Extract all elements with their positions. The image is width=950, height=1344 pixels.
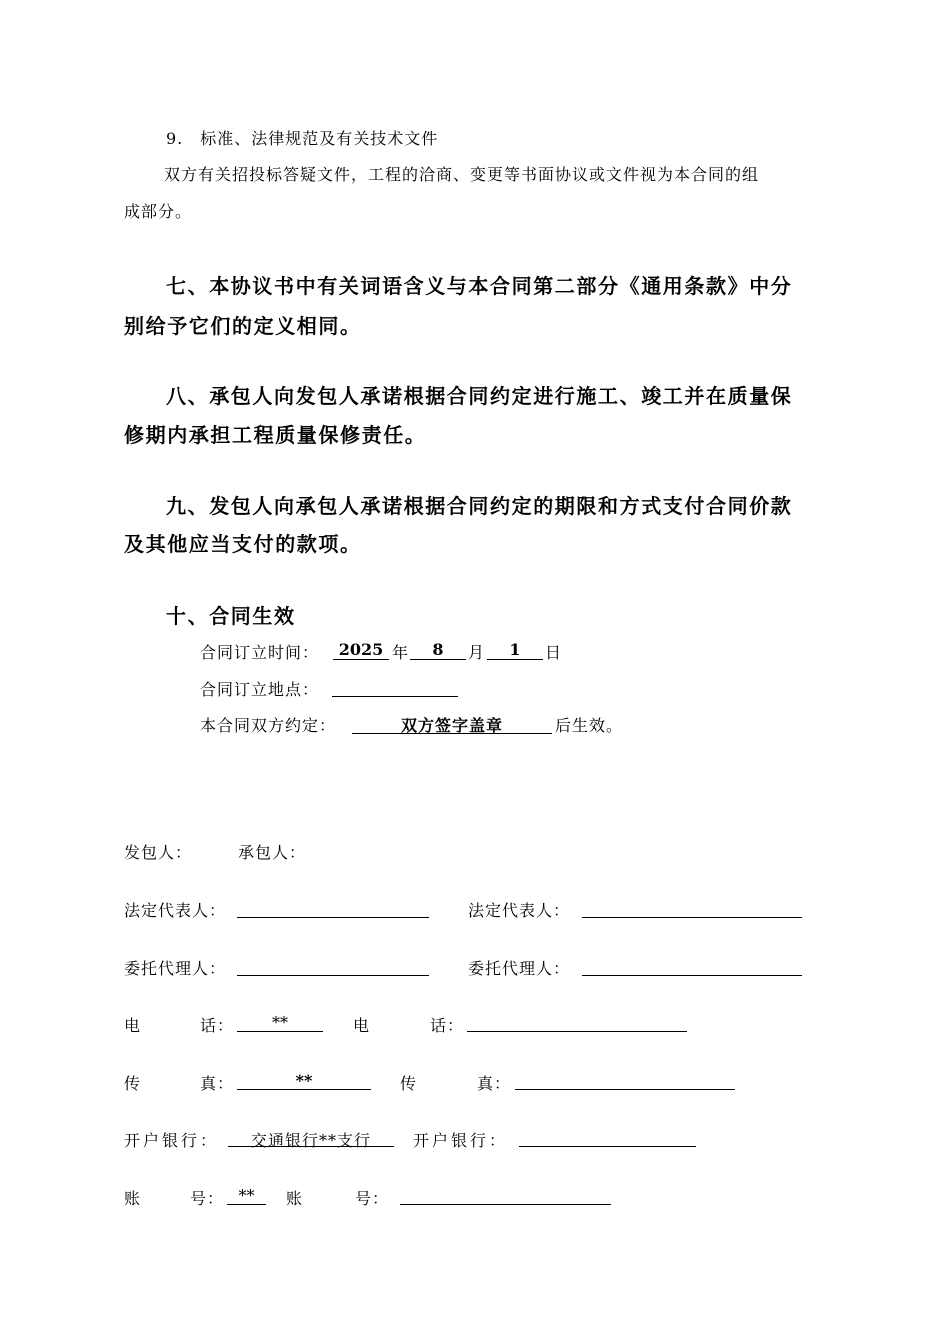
account-underline [400, 1204, 611, 1205]
section-8-line: 修期内承担工程质量保修责任。 [124, 423, 427, 447]
agree-suffix: 后生效。 [555, 716, 624, 735]
phone-underline [467, 1031, 687, 1032]
paragraph-line: 双方有关招投标答疑文件，工程的洽商、变更等书面协议或文件视为本合同的组 [164, 165, 760, 184]
agent-underline [582, 975, 802, 976]
phone-value: ** [272, 1013, 288, 1032]
account-value: ** [238, 1186, 255, 1205]
month-unit: 月 [468, 643, 486, 662]
fax-value: ** [295, 1071, 313, 1090]
year-value: 2025 [338, 640, 384, 659]
account-label: 账 [286, 1189, 304, 1208]
fax-label: 真： [477, 1074, 512, 1093]
legal-rep-label: 法定代表人： [124, 901, 227, 920]
legal-rep-label: 法定代表人： [468, 901, 571, 920]
account-label: 账 [124, 1189, 142, 1208]
bank-label: 开户银行： [413, 1131, 509, 1150]
day-underline [487, 659, 543, 660]
bank-label: 开户银行： [124, 1131, 220, 1150]
month-value: 8 [432, 640, 444, 659]
year-unit: 年 [392, 643, 410, 662]
list-item-9: 9. 标准、法律规范及有关技术文件 [166, 129, 439, 148]
phone-label: 电 [353, 1016, 371, 1035]
account-underline [227, 1204, 266, 1205]
agree-value: 双方签字盖章 [400, 716, 503, 735]
section-9-line: 及其他应当支付的款项。 [124, 532, 362, 556]
account-label: 号： [190, 1189, 225, 1208]
fax-underline [515, 1089, 735, 1090]
place-underline [332, 696, 458, 697]
paragraph-line: 成部分。 [124, 202, 193, 221]
section-9-line: 九、发包人向承包人承诺根据合同约定的期限和方式支付合同价款 [166, 494, 793, 518]
phone-underline [237, 1031, 323, 1032]
agree-underline [352, 733, 552, 734]
legal-rep-underline [237, 917, 429, 918]
fax-label: 真： [200, 1074, 235, 1093]
bank-underline [519, 1146, 696, 1147]
agree-label: 本合同双方约定： [200, 716, 337, 735]
phone-label: 电 [124, 1016, 142, 1035]
fax-underline [237, 1089, 371, 1090]
employer-label: 发包人： [124, 843, 193, 862]
fax-label: 传 [124, 1074, 142, 1093]
agent-underline [237, 975, 429, 976]
day-value: 1 [509, 640, 521, 659]
section-7-line: 七、本协议书中有关词语含义与本合同第二部分《通用条款》中分 [166, 274, 793, 298]
phone-label: 话： [200, 1016, 235, 1035]
day-unit: 日 [545, 643, 563, 662]
date-label: 合同订立时间： [200, 643, 320, 662]
section-10-title: 十、合同生效 [166, 604, 296, 628]
contractor-label: 承包人： [238, 843, 307, 862]
bank-value: 交通银行**支行 [250, 1131, 371, 1150]
month-underline [410, 659, 466, 660]
fax-label: 传 [400, 1074, 418, 1093]
bank-underline [228, 1146, 394, 1147]
agent-label: 委托代理人： [124, 959, 227, 978]
place-label: 合同订立地点： [200, 680, 320, 699]
agent-label: 委托代理人： [468, 959, 571, 978]
account-label: 号： [355, 1189, 390, 1208]
legal-rep-underline [582, 917, 802, 918]
section-7-line: 别给予它们的定义相同。 [124, 314, 362, 338]
phone-label: 话： [430, 1016, 465, 1035]
year-underline [333, 659, 389, 660]
section-8-line: 八、承包人向发包人承诺根据合同约定进行施工、竣工并在质量保 [166, 384, 793, 408]
